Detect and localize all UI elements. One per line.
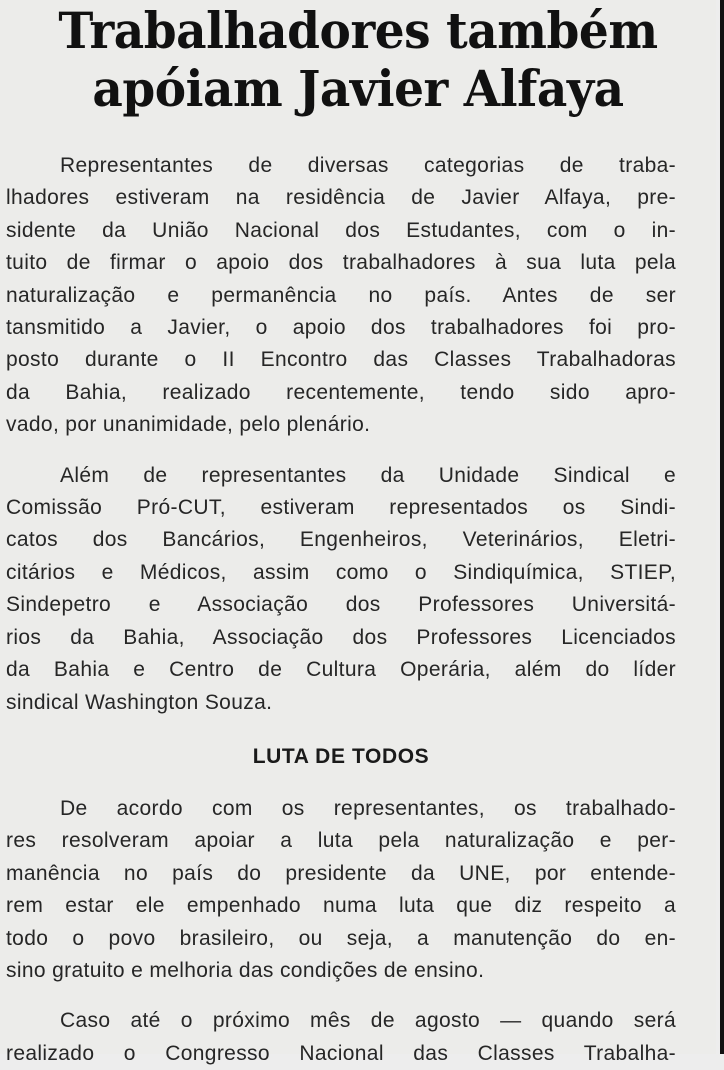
- text-line: tuito de firmar o apoio dos trabalhadores à sua luta pela: [6, 251, 676, 275]
- text-line: Comissão Pró-CUT, estiveram representados os Sindi-: [6, 496, 676, 520]
- text-line: sindical Washington Souza.: [6, 690, 273, 714]
- paragraph-3: [6, 793, 676, 987]
- text-line: vado, por unanimidade, pelo plenário.: [6, 413, 371, 437]
- text-line: da Bahia e Centro de Cultura Operária, além do líder: [6, 658, 676, 682]
- text-line: citários e Médicos, assim como o Sindiquímica, STIEP,: [6, 560, 676, 584]
- paragraph-gap: [6, 987, 676, 1005]
- column-rule: [720, 0, 724, 1054]
- text-line: posto durante o II Encontro das Classes Trabalhadoras: [6, 348, 676, 372]
- headline-line-2: apóiam Javier Alfaya: [92, 59, 624, 118]
- text-line: todo o povo brasileiro, ou seja, a manutenção do en-: [6, 926, 676, 950]
- text-line: da Bahia, realizado recentemente, tendo sido apro-: [6, 380, 676, 404]
- text-line: De acordo com os representantes, os trabalhado-: [60, 796, 676, 820]
- text-line: rios da Bahia, Associação dos Professores Licenciados: [6, 625, 676, 649]
- text-line: Além de representantes da Unidade Sindical e: [60, 463, 676, 487]
- section-subhead: LUTA DE TODOS: [252, 744, 430, 768]
- text-line: realizado o Congresso Nacional das Classes Trabalha-: [6, 1041, 676, 1065]
- text-line: Caso até o próximo mês de agosto — quando será: [60, 1009, 676, 1033]
- text-line: manência no país do presidente da UNE, por entende-: [6, 861, 676, 885]
- paragraph-1: [6, 150, 676, 442]
- text-line: sidente da União Nacional dos Estudantes, com o in-: [6, 218, 676, 242]
- paragraph-2: [6, 460, 676, 719]
- text-line: sino gratuito e melhoria das condições de ensino.: [6, 958, 485, 982]
- article-body: [6, 150, 676, 1070]
- text-line: res resolveram apoiar a luta pela naturalização e per-: [6, 829, 676, 853]
- text-line: rem estar ele empenhado numa luta que diz respeito a: [6, 894, 676, 918]
- text-line: naturalização e permanência no país. Antes de ser: [6, 283, 676, 307]
- paragraph-4: [6, 1005, 676, 1070]
- text-line: lhadores estiveram na residência de Javier Alfaya, pre-: [6, 186, 676, 210]
- headline-line-1: Trabalhadores também: [58, 1, 658, 60]
- headline: [0, 0, 716, 118]
- text-line: Representantes de diversas categorias de traba-: [60, 154, 676, 177]
- text-line: tansmitido a Javier, o apoio dos trabalhadores foi pro-: [6, 316, 676, 340]
- text-line: Sindepetro e Associação dos Professores Universitá-: [6, 593, 676, 617]
- text-line: catos dos Bancários, Engenheiros, Veterinários, Eletri-: [6, 528, 676, 552]
- paragraph-gap: [6, 442, 676, 460]
